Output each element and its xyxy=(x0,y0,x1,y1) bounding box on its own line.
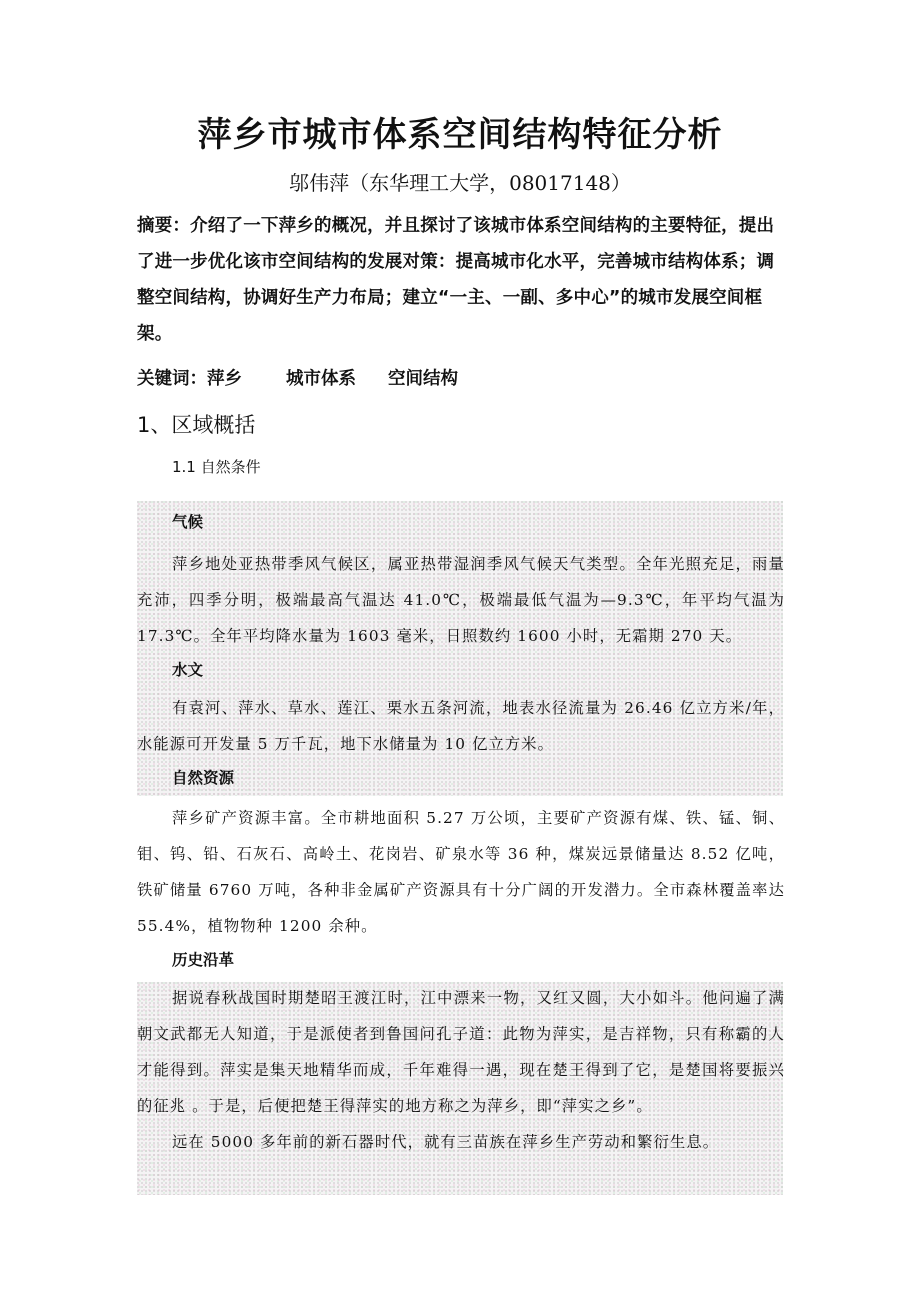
section-heading: 1、区域概括 xyxy=(137,413,256,437)
topic-heading-history: 历史沿革 xyxy=(172,951,235,969)
topic-body-hydrology xyxy=(137,690,785,762)
topic-body-natural-resources xyxy=(137,800,785,944)
abstract-text: 介绍了一下萍乡的概况，并且探讨了该城市体系空间结构的主要特征，提出了进一步优化该市空间结构的发展对策：提高城市化水平，完善城市结构体系；调整空间结构，协调好生产力布局；建立“一主、一副、多中心”的城市发展空间框架。 xyxy=(137,216,775,344)
topic-body-history xyxy=(137,980,785,1160)
paragraph: 有袁河、萍水、草水、莲江、栗水五条河流，地表水径流量为 26.46 亿立方米/年，水能源可开发量 5 万千瓦，地下水储量为 10 亿立方米。 xyxy=(137,699,785,753)
paragraph: 萍乡地处亚热带季风气候区，属亚热带湿润季风气候天气类型。全年光照充足，雨量充沛，四季分明，极端最高气温达 41.0℃，极端最低气温为—9.3℃，年平均气温为 17.3℃。全年平均降水量为 1603 毫米，日照数约 1600 小时，无霜期 270 天。 xyxy=(137,555,785,645)
keywords-label: 关键词： xyxy=(137,369,207,389)
topic-heading-hydrology: 水文 xyxy=(172,661,204,679)
abstract xyxy=(137,208,787,352)
keyword: 城市体系 xyxy=(286,369,356,389)
paragraph: 萍乡矿产资源丰富。全市耕地面积 5.27 万公顷，主要矿产资源有煤、铁、锰、铜、钼、钨、铅、石灰石、高岭土、花岗岩、矿泉水等 36 种，煤炭远景储量达 8.52 亿吨，铁矿储量 6760 万吨，各种非金属矿产资源具有十分广阔的开发潜力。全市森林覆盖率达 55.4%，植物物种 1200 余种。 xyxy=(137,809,785,935)
keywords xyxy=(137,364,458,394)
topic-heading-natural-resources: 自然资源 xyxy=(172,769,235,787)
topic-heading-climate: 气候 xyxy=(172,513,204,531)
topic-body-climate xyxy=(137,546,785,654)
paragraph: 远在 5000 多年前的新石器时代，就有三苗族在萍乡生产劳动和繁衍生息。 xyxy=(172,1133,720,1151)
keyword: 空间结构 xyxy=(388,369,458,389)
abstract-label: 摘要： xyxy=(137,216,191,236)
author-affiliation: 邬伟萍（东华理工大学，08017148） xyxy=(289,171,631,195)
paragraph: 据说春秋战国时期楚昭王渡江时，江中漂来一物，又红又圆，大小如斗。他问遍了满朝文武都无人知道，于是派使者到鲁国问孔子道：此物为萍实，是吉祥物，只有称霸的人才能得到。萍实是集天地精华而成，千年难得一遇，现在楚王得到了它，是楚国将要振兴的征兆 。于是，后便把楚王得萍实的地方称之为萍乡，即“萍实之乡”。 xyxy=(137,989,785,1115)
subsection-heading: 1.1 自然条件 xyxy=(172,458,261,476)
document-title: 萍乡市城市体系空间结构特征分析 xyxy=(197,115,723,155)
keyword: 萍乡 xyxy=(207,369,242,389)
